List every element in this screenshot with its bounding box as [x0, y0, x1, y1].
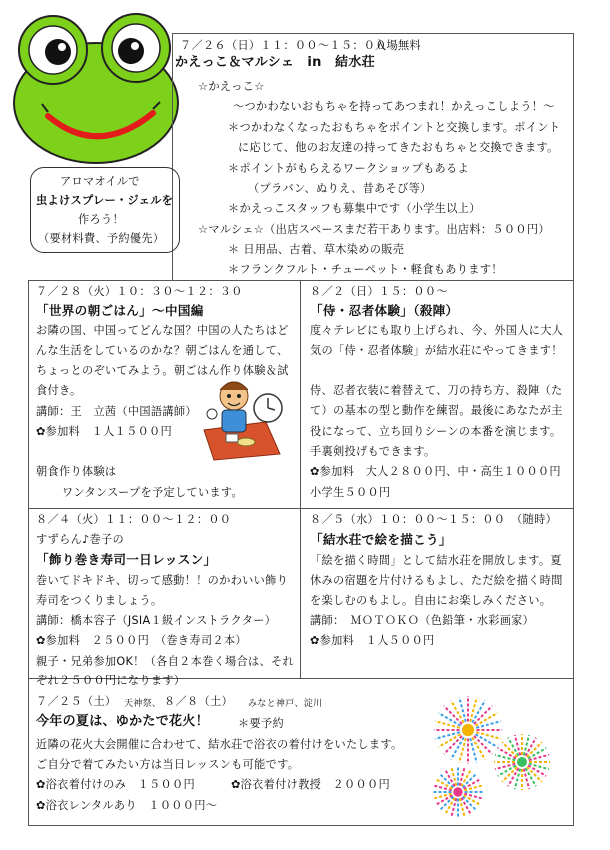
s85-title: 「結水荘で絵を描こう」 [310, 532, 452, 547]
firework-ray [445, 798, 455, 815]
s84-fee: ✿参加料 ２５００円 （巻き寿司２本） [36, 634, 247, 647]
firework-core [517, 757, 527, 767]
top-line-2: ＊つかわなくなったおもちゃをポイントと交換します。ポイント [228, 121, 561, 134]
firework-ray [524, 735, 529, 755]
firework-ray [444, 736, 462, 754]
s82-body2-4: 手裏剣投げもできます。 [310, 445, 436, 458]
firework-core [453, 787, 462, 796]
top-line-3: に応じて、他のお友達の持ってきたおもちゃと交換できます。 [238, 141, 559, 154]
bottom-fee-3: ✿浴衣レンタルあり １０００円〜 [36, 799, 218, 812]
s728-body-1: お隣の国、中国ってどんな国？中国の人たちはど [36, 324, 289, 337]
s84-note-1: 親子・兄弟参加OK！（各自２本巻く場合は、それ [36, 655, 294, 668]
top-title: かえっこ＆マルシェ in 結水荘 [175, 55, 375, 70]
s82-body1-2: 気の「侍・忍者体験」が結水荘にやってきます！ [310, 344, 563, 357]
top-datetime: ７／２６（日）１１：００〜１５：００ [180, 39, 387, 52]
frog-illustration [8, 8, 183, 168]
firework-ray [529, 764, 549, 769]
s84-body-2: 寿司をつくりましょう。 [36, 594, 163, 607]
s85-date: ８／５（水）１０：００〜１５：００ （随時） [310, 513, 558, 526]
bottom-fee-2: ✿浴衣着付け教授 ２０００円 [231, 778, 391, 791]
bottom-fee-1: ✿浴衣着付けのみ １５００円 [36, 778, 196, 791]
top-line-8: ＊ 日用品、古着、草木染めの販売 [228, 243, 405, 256]
bottom-date-2: ８／８（土） [164, 695, 233, 708]
firework-ray [444, 706, 462, 724]
s84-title: 「飾り巻き寿司一日レッスン」 [36, 552, 217, 567]
s85-body-2: 休みの宿題を片付けるもよし、ただ絵を描く時間 [310, 574, 563, 587]
s728-note-1: 朝食作り体験は [36, 465, 117, 478]
s82-fee-1: ✿参加料 大人２８００円、中・高生１０００円 [310, 465, 561, 478]
firework-ray [460, 767, 465, 786]
top-line-4: ＊ポイントがもらえるワークショップもあるよ [228, 162, 470, 175]
bottom-reserve: ＊要予約 [238, 717, 284, 730]
s728-teacher: 講師：王 立茜（中国語講師） [36, 405, 197, 418]
firework-ray [460, 798, 465, 817]
firework-ray [495, 755, 515, 760]
s85-body-3: を楽しむのもよし。自由にお楽しみください。 [310, 594, 552, 607]
free-entry: 入場無料 [375, 39, 421, 52]
firework-ray [433, 785, 452, 790]
s84-date: ８／４（火）１１：００〜１２：００ [36, 513, 232, 526]
aroma-line-3: 作ろう！ [78, 213, 124, 226]
s728-title: 「世界の朝ごはん」〜中国編 [36, 303, 204, 318]
firework-ray [524, 769, 529, 789]
s82-body2-2: て）の基本の型と動作を練習。最後にあなたが主 [310, 404, 563, 417]
firework-ray [464, 795, 481, 805]
s85-teacher: 講師： ＭＯＴＯＫＯ（色鉛筆・水彩画家） [310, 614, 535, 627]
s728-body-4: 食付き。 [36, 384, 82, 397]
s82-body1-1: 度々テレビにも取り上げられ、今、外国人に大人 [310, 324, 564, 337]
firework-ray [474, 736, 492, 754]
aroma-line-2: 虫よけスプレー・ジェルを [36, 194, 174, 207]
fireworks-illustration [422, 692, 572, 822]
s84-note-2: ぞれ２５００円になります） [36, 674, 186, 687]
s728-fee: ✿参加料 １人１５００円 [36, 425, 173, 438]
s85-fee: ✿参加料 １人５００円 [310, 634, 435, 647]
s85-body-1: 「絵を描く時間」として結水荘を開放します。夏 [310, 554, 562, 567]
s728-date: ７／２８（火）１０：３０〜１２：３０ [36, 285, 243, 298]
firework-ray [451, 798, 456, 817]
top-line-7: ☆マルシェ☆（出店スペースまだ若干あります。出店料：５００円） [198, 223, 550, 236]
bottom-place-2: みなと神戸、淀川 [248, 699, 323, 709]
bottom-body-2: ご自分で着てみたい方は当日レッスンも可能です。 [36, 758, 300, 771]
firework-ray [474, 706, 492, 724]
s82-date: ８／２（日）１５：００〜 [310, 285, 448, 298]
s84-teacher: 講師：橋本容子（JSIA１級インストラクター） [36, 614, 277, 627]
firework-ray [515, 769, 520, 789]
aroma-line-1: アロマオイルで [60, 175, 140, 188]
firework-ray [436, 795, 453, 805]
s728-body-2: んな生活をしているのかな？朝ごはんを通して、 [36, 344, 289, 357]
s728-note-2: ワンタンスープを予定しています。 [62, 486, 244, 499]
bottom-date-1: ７／２５（土） [36, 695, 117, 708]
firework-ray [436, 779, 453, 789]
bottom-place-1: 天神祭、 [124, 699, 162, 709]
s82-title: 「侍・忍者体験」（殺陣） [310, 303, 459, 318]
firework-ray [464, 785, 483, 790]
s84-body-1: 巻いてドキドキ、切って感動！！のかわいい飾り [36, 574, 289, 587]
bottom-title: 今年の夏は、ゆかたで花火！ [36, 714, 209, 729]
s82-body2-1: 侍、忍者衣装に着替えて、刀の持ち方、殺陣（た [310, 384, 563, 397]
top-line-5: （プラバン、ぬりえ、昔あそび等） [248, 182, 432, 195]
kaekko-heading: ☆かえっこ☆ [198, 80, 265, 93]
s82-fee-2: 小学生５００円 [310, 486, 391, 499]
divider-v1 [300, 280, 301, 678]
firework-ray [495, 764, 515, 769]
aroma-line-4: （要材料費、予約優先） [38, 232, 165, 245]
firework-ray [433, 794, 452, 799]
firework-ray [515, 735, 520, 755]
breakfast-boy-illustration [196, 372, 288, 464]
top-line-1: 〜つかわないおもちゃを持ってあつまれ！かえっこしよう！〜 [233, 100, 555, 113]
s82-body2-3: 役になって、立ち回りシーンの本番を演じます。 [310, 425, 562, 438]
firework-ray [529, 755, 549, 760]
divider-h1 [28, 508, 574, 509]
top-line-9: ＊フランクフルト・チューペット・軽食もあります！ [228, 263, 503, 276]
s84-sub: すずらん♪巻子の [36, 533, 124, 546]
firework-ray [464, 794, 483, 799]
firework-ray [451, 767, 456, 786]
firework-core [462, 724, 474, 736]
top-line-6: ＊かえっこスタッフも募集中です（小学生以上） [228, 202, 481, 215]
bottom-body-1: 近隣の花火大会開催に合わせて、結水荘で浴衣の着付けをいたします。 [36, 738, 403, 751]
s728-body-3: ちょっとのぞいてみよう。朝ごはん作り体験＆試 [36, 364, 289, 377]
